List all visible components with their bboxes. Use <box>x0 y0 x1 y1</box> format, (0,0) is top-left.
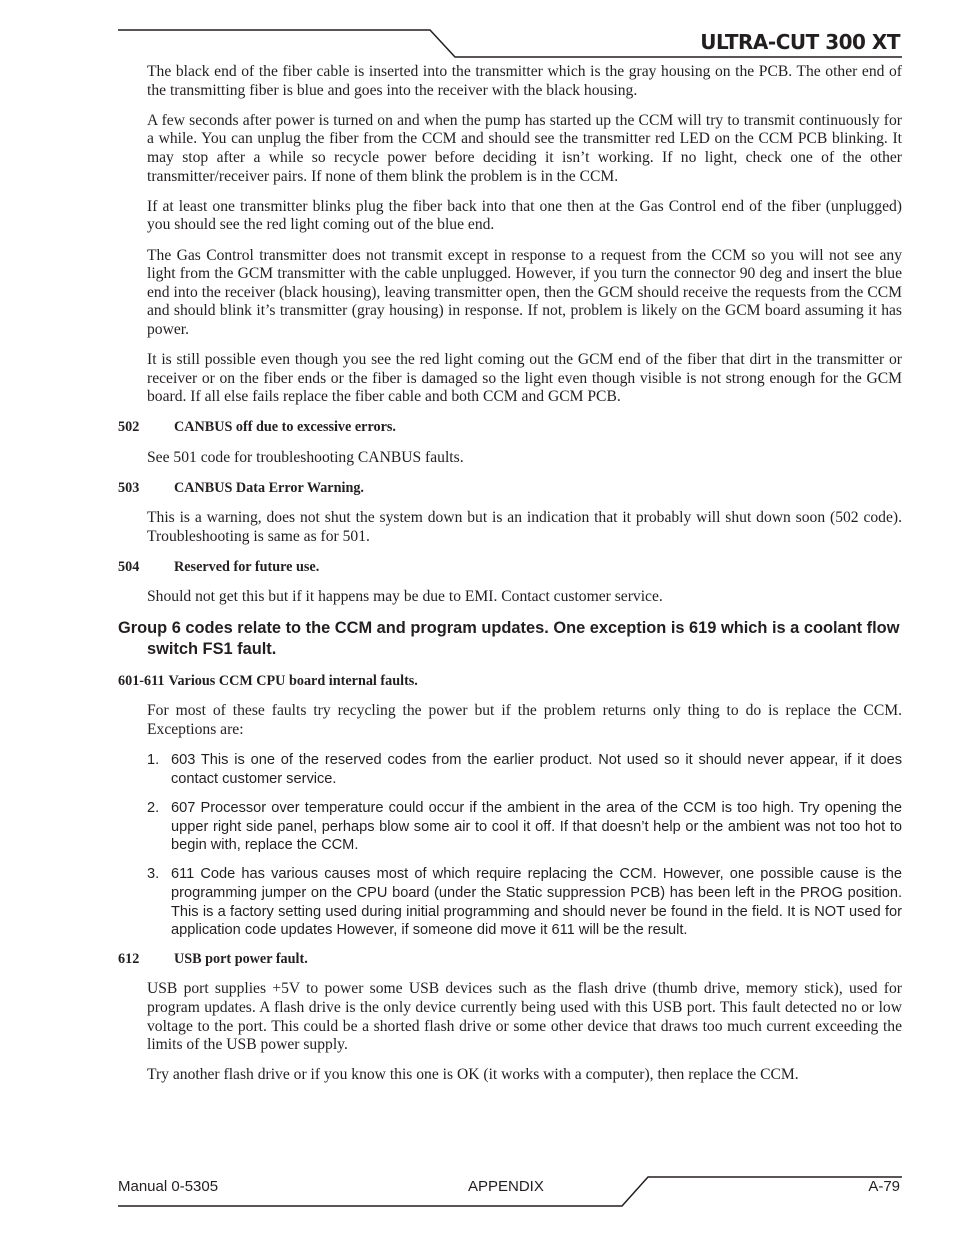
header-title: ULTRA-CUT 300 XT <box>700 30 900 54</box>
list-item <box>147 751 902 788</box>
list-item-number: 1. <box>147 752 160 769</box>
code-title: Reserved for future use. <box>174 558 320 575</box>
code-title: CANBUS Data Error Warning. <box>174 479 364 496</box>
footer-manual-number: Manual 0-5305 <box>118 1178 219 1195</box>
code-503-heading <box>118 479 902 498</box>
code-title: Various CCM CPU board internal faults. <box>168 673 418 690</box>
code-number: 503 <box>118 479 140 496</box>
code-502-text: See 501 code for troubleshooting CANBUS faults. <box>147 448 464 466</box>
code-601-611-heading <box>118 672 902 691</box>
intro-paragraph-5: It is still possible even though you see the red light coming out the GCM end of the fiber that dirt in the transmitter or receiver or on the fiber ends or the fiber is damaged so the light even though visible is not strong enough for the GCM board. If all else fails replace the fiber cable and both CCM and GCM PCB. <box>147 351 902 406</box>
list-item-number: 2. <box>147 799 160 816</box>
intro-paragraph-1: The black end of the fiber cable is inserted into the transmitter which is the gray housing on the PCB. The other end of the transmitting fiber is blue and goes into the receiver with the black housing. <box>147 63 902 99</box>
code-503-text: This is a warning, does not shut the system down but is an indication that it probably will shut down soon (502 code). Troubleshooting is same as for 501. <box>147 509 902 545</box>
code-612-heading <box>118 950 902 969</box>
list-item-text: 603 This is one of the reserved codes from the earlier product. Not used so it should never appear, if it does contact customer service. <box>171 752 902 787</box>
code-504-heading <box>118 558 902 577</box>
code-number: 502 <box>118 419 140 436</box>
code-title: USB port power fault. <box>174 951 308 968</box>
code-number: 601-611 <box>118 673 165 690</box>
code-612-paragraph-2: Try another flash drive or if you know this one is OK (it works with a computer), then replace the CCM. <box>147 1066 799 1084</box>
group-6-heading: Group 6 codes relate to the CCM and program updates. One exception is 619 which is a coolant flow switch FS1 fault. <box>118 619 900 659</box>
footer-section: APPENDIX <box>468 1178 544 1195</box>
list-item <box>147 865 902 939</box>
list-item-text: 607 Processor over temperature could occur if the ambient in the area of the CCM is too high. Try opening the upper right side panel, perhaps blow some air to cool it off. If that doesn’t help or the ambient was not too hot to begin with, replace the CCM. <box>171 799 902 854</box>
exceptions-list <box>147 751 902 940</box>
code-612-paragraph-1: USB port supplies +5V to power some USB devices such as the flash drive (thumb drive, memory stick), used for program updates. A flash drive is the only device currently being used with this USB port. This fault detected no or low voltage to the port. This could be a shorted flash drive or some other device that draws too much current exceeding the limits of the USB power supply. <box>147 980 902 1054</box>
list-item-text: 611 Code has various causes most of which require replacing the CCM. However, one possible cause is the programming jumper on the CPU board (under the Static suppression PCB) has been left in the PROG position. This is a factory setting used during initial programming and should never be found in the field. It is NOT used for application code updates However, if someone did move it 611 will be the result. <box>171 866 902 939</box>
code-title: CANBUS off due to excessive errors. <box>174 419 396 436</box>
list-item <box>147 799 902 855</box>
footer-page-number: A-79 <box>868 1178 900 1195</box>
page-body <box>118 63 902 1097</box>
intro-paragraph-3: If at least one transmitter blinks plug the fiber back into that one then at the Gas Control end of the fiber (unplugged) you should see the red light coming out of the blue end. <box>147 197 902 234</box>
code-number: 504 <box>118 558 140 575</box>
list-item-number: 3. <box>147 866 160 883</box>
code-number: 612 <box>118 951 140 968</box>
intro-paragraph-2: A few seconds after power is turned on and when the pump has started up the CCM will try to transmit continuously for a while. You can unplug the fiber from the CCM and should see the transmitter red LED on the CCM PCB blinking. It may stop after a while so recycle power before deciding it isn’t working. If no light, check one of the other transmitter/receiver pairs. If none of them blink the problem is in the CCM. <box>147 111 902 185</box>
code-504-text: Should not get this but if it happens may be due to EMI. Contact customer service. <box>147 588 663 605</box>
intro-paragraph-4: The Gas Control transmitter does not transmit except in response to a request from the CCM so you will not see any light from the GCM transmitter with the cable unplugged. However, if you turn the connector 90 deg and insert the blue end into the receiver (black housing), leaving transmitter open, then the GCM should receive the requests from the CCM and should blink it’s transmitter (gray housing) in response. If not, problem is likely on the GCM board assuming it has power. <box>147 246 902 338</box>
code-601-611-text: For most of these faults try recycling the power but if the problem returns only thing to do is replace the CCM. Exceptions are: <box>147 702 902 738</box>
code-502-heading <box>118 418 902 437</box>
